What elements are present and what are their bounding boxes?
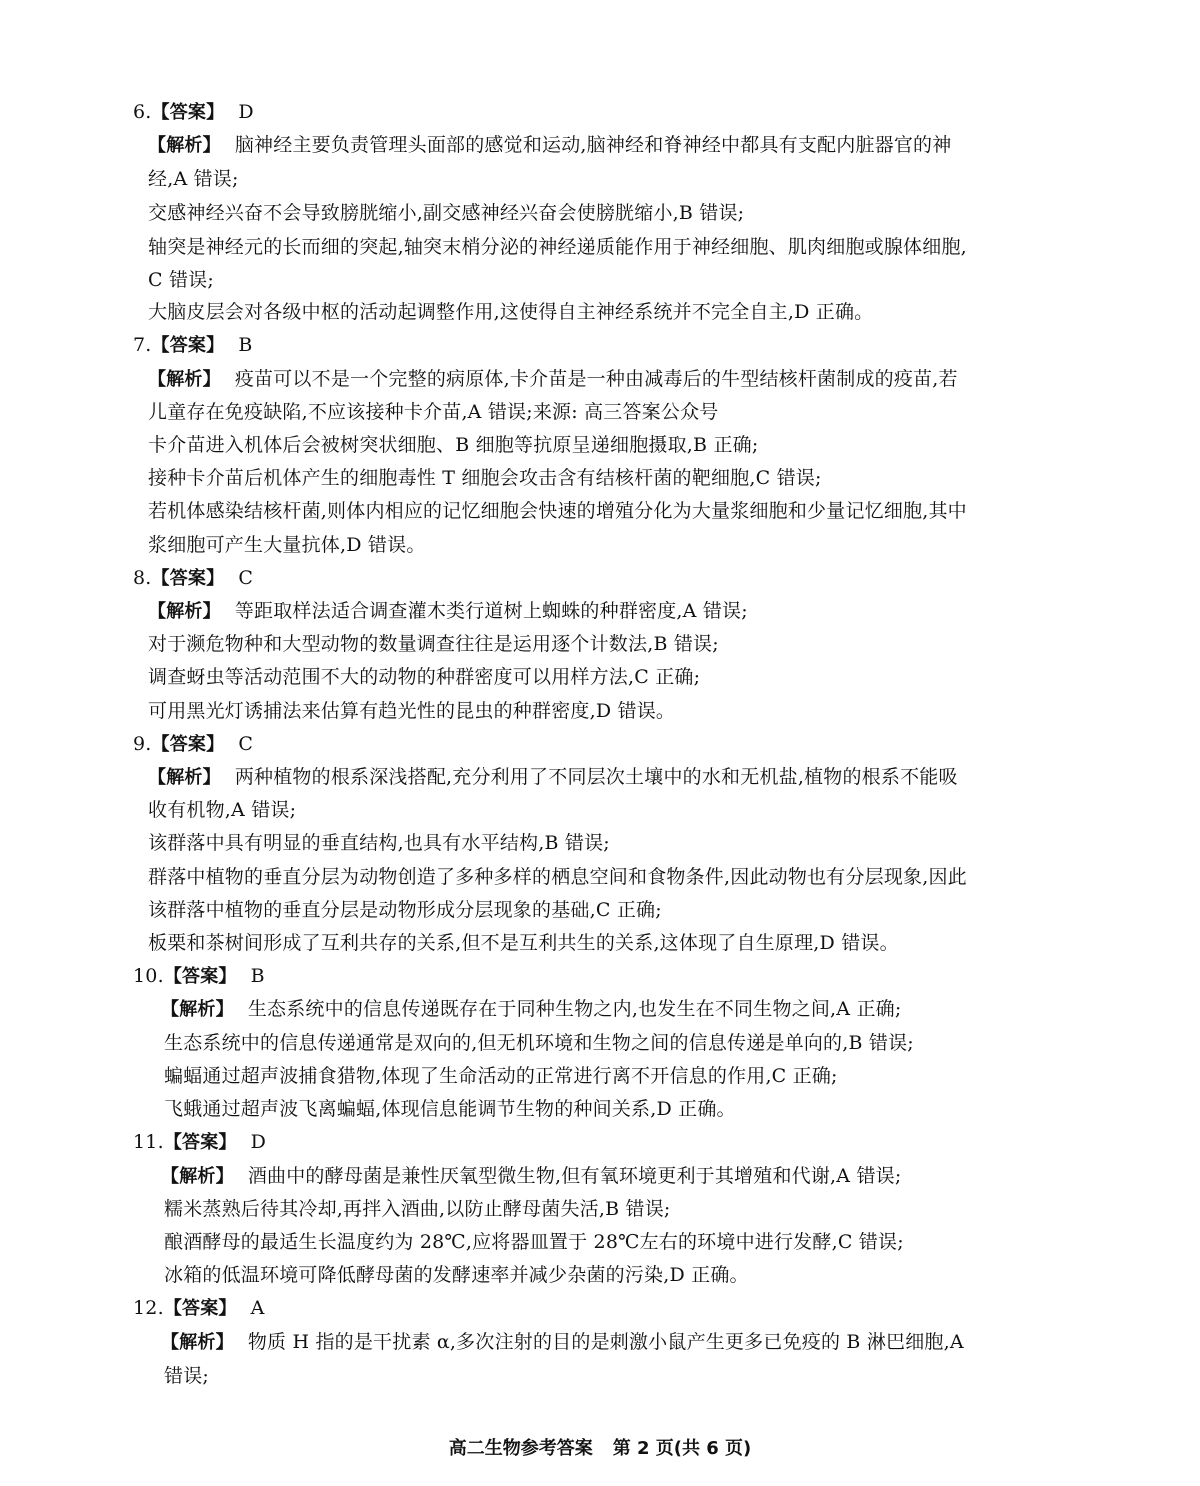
question-number: 8. [133,567,152,589]
answer-value: C [238,733,254,755]
answer-line [133,963,265,990]
explanation-text: 该群落中具有明显的垂直结构,也具有水平结构,B 错误; [148,832,610,854]
explanation-text: 调查蚜虫等活动范围不大的动物的种群密度可以用样方法,C 正确; [148,666,701,688]
explanation-text: 物质 H 指的是干扰素 α,多次注射的目的是刺激小鼠产生更多已免疫的 B 淋巴细胞,A [247,1331,964,1353]
answer-tag: 【答案】 [163,966,237,987]
answer-value: D [238,101,254,123]
explanation-text: 板栗和茶树间形成了互利共存的关系,但不是互利共生的关系,这体现了自生原理,D 错误。 [148,932,899,954]
explanation-text: 飞蛾通过超声波飞离蝙蝠,体现信息能调节生物的种间关系,D 正确。 [164,1098,736,1120]
explanation-text: 等距取样法适合调查灌木类行道树上蜘蛛的种群密度,A 错误; [234,600,748,622]
explanation-line [161,1329,964,1356]
explanation-text: 可用黑光灯诱捕法来估算有趋光性的昆虫的种群密度,D 错误。 [148,700,676,722]
explanation-text: 经,A 错误; [148,168,239,190]
question-number: 9. [133,733,152,755]
explanation-line [148,366,958,393]
explanation-text: 对于濒危物种和大型动物的数量调查往往是运用逐个计数法,B 错误; [148,633,719,655]
question-number: 10. [133,965,164,987]
answer-value: A [250,1297,265,1319]
explanation-text: 冰箱的低温环境可降低酵母菌的发酵速率并减少杂菌的污染,D 正确。 [164,1264,749,1286]
answer-line [133,731,253,758]
answer-tag: 【答案】 [151,102,225,123]
explanation-tag: 【解析】 [161,999,234,1020]
question-number: 6. [133,101,152,123]
explanation-tag: 【解析】 [148,767,221,788]
explanation-text: 酒曲中的酵母菌是兼性厌氧型微生物,但有氧环境更利于其增殖和代谢,A 错误; [247,1165,902,1187]
explanation-text: 群落中植物的垂直分层为动物创造了多种多样的栖息空间和食物条件,因此动物也有分层现象,因此 [148,866,967,888]
explanation-text: 交感神经兴奋不会导致膀胱缩小,副交感神经兴奋会使膀胱缩小,B 错误; [148,202,745,224]
explanation-text: 若机体感染结核杆菌,则体内相应的记忆细胞会快速的增殖分化为大量浆细胞和少量记忆细胞,其中 [148,500,967,522]
explanation-tag: 【解析】 [161,1166,234,1187]
explanation-text: 儿童存在免疫缺陷,不应该接种卡介苗,A 错误;来源: 高三答案公众号 [148,401,719,423]
answer-line [133,99,254,126]
answer-value: B [250,965,265,987]
explanation-text: 错误; [164,1365,210,1387]
question-number: 7. [133,334,152,356]
page-number: 第 2 页(共 6 页) [612,1438,752,1459]
question-number: 12. [133,1297,164,1319]
explanation-tag: 【解析】 [161,1332,234,1353]
answer-tag: 【答案】 [151,568,225,589]
answer-value: D [250,1131,267,1153]
explanation-line [148,132,951,159]
explanation-text: 生态系统中的信息传递通常是双向的,但无机环境和生物之间的信息传递是单向的,B 错误; [164,1032,914,1054]
explanation-text: 接种卡介苗后机体产生的细胞毒性 T 细胞会攻击含有结核杆菌的靶细胞,C 错误; [148,467,822,489]
explanation-text: 脑神经主要负责管理头面部的感觉和运动,脑神经和脊神经中都具有支配内脏器官的神 [234,134,952,156]
answer-value: C [238,567,254,589]
explanation-line [161,996,901,1023]
footer-title: 高二生物参考答案 [448,1438,593,1459]
explanation-text: 浆细胞可产生大量抗体,D 错误。 [148,534,426,556]
explanation-text: 糯米蒸熟后待其冷却,再拌入酒曲,以防止酵母菌失活,B 错误; [164,1198,671,1220]
explanation-tag: 【解析】 [148,135,221,156]
explanation-text: 收有机物,A 错误; [148,799,297,821]
answer-tag: 【答案】 [163,1132,237,1153]
answer-line [133,565,253,592]
explanation-line [148,598,748,625]
explanation-text: 卡介苗进入机体后会被树突状细胞、B 细胞等抗原呈递细胞摄取,B 正确; [148,434,759,456]
answer-line [133,332,253,359]
answer-tag: 【答案】 [163,1298,237,1319]
explanation-tag: 【解析】 [148,601,221,622]
explanation-text: 大脑皮层会对各级中枢的活动起调整作用,这使得自主神经系统并不完全自主,D 正确。 [148,301,874,323]
answer-line [133,1129,266,1156]
explanation-line [161,1163,901,1190]
answer-line [133,1295,265,1322]
explanation-text: C 错误; [148,269,214,291]
question-number: 11. [133,1131,164,1153]
answer-tag: 【答案】 [151,335,225,356]
explanation-text: 该群落中植物的垂直分层是动物形成分层现象的基础,C 正确; [148,899,662,921]
explanation-text: 生态系统中的信息传递既存在于同种生物之内,也发生在不同生物之间,A 正确; [247,998,902,1020]
explanation-text: 疫苗可以不是一个完整的病原体,卡介苗是一种由减毒后的牛型结核杆菌制成的疫苗,若 [234,368,958,390]
explanation-tag: 【解析】 [148,369,221,390]
explanation-text: 两种植物的根系深浅搭配,充分利用了不同层次土壤中的水和无机盐,植物的根系不能吸 [234,766,958,788]
explanation-text: 轴突是神经元的长而细的突起,轴突末梢分泌的神经递质能作用于神经细胞、肌肉细胞或腺体细胞, [148,236,967,258]
explanation-text: 酿酒酵母的最适生长温度约为 28℃,应将器皿置于 28℃左右的环境中进行发酵,C 错误; [164,1231,904,1253]
explanation-line [148,764,958,791]
explanation-text: 蝙蝠通过超声波捕食猎物,体现了生命活动的正常进行离不开信息的作用,C 正确; [164,1065,838,1087]
answer-tag: 【答案】 [151,734,225,755]
answer-value: B [238,334,253,356]
page-footer [0,1437,1200,1461]
